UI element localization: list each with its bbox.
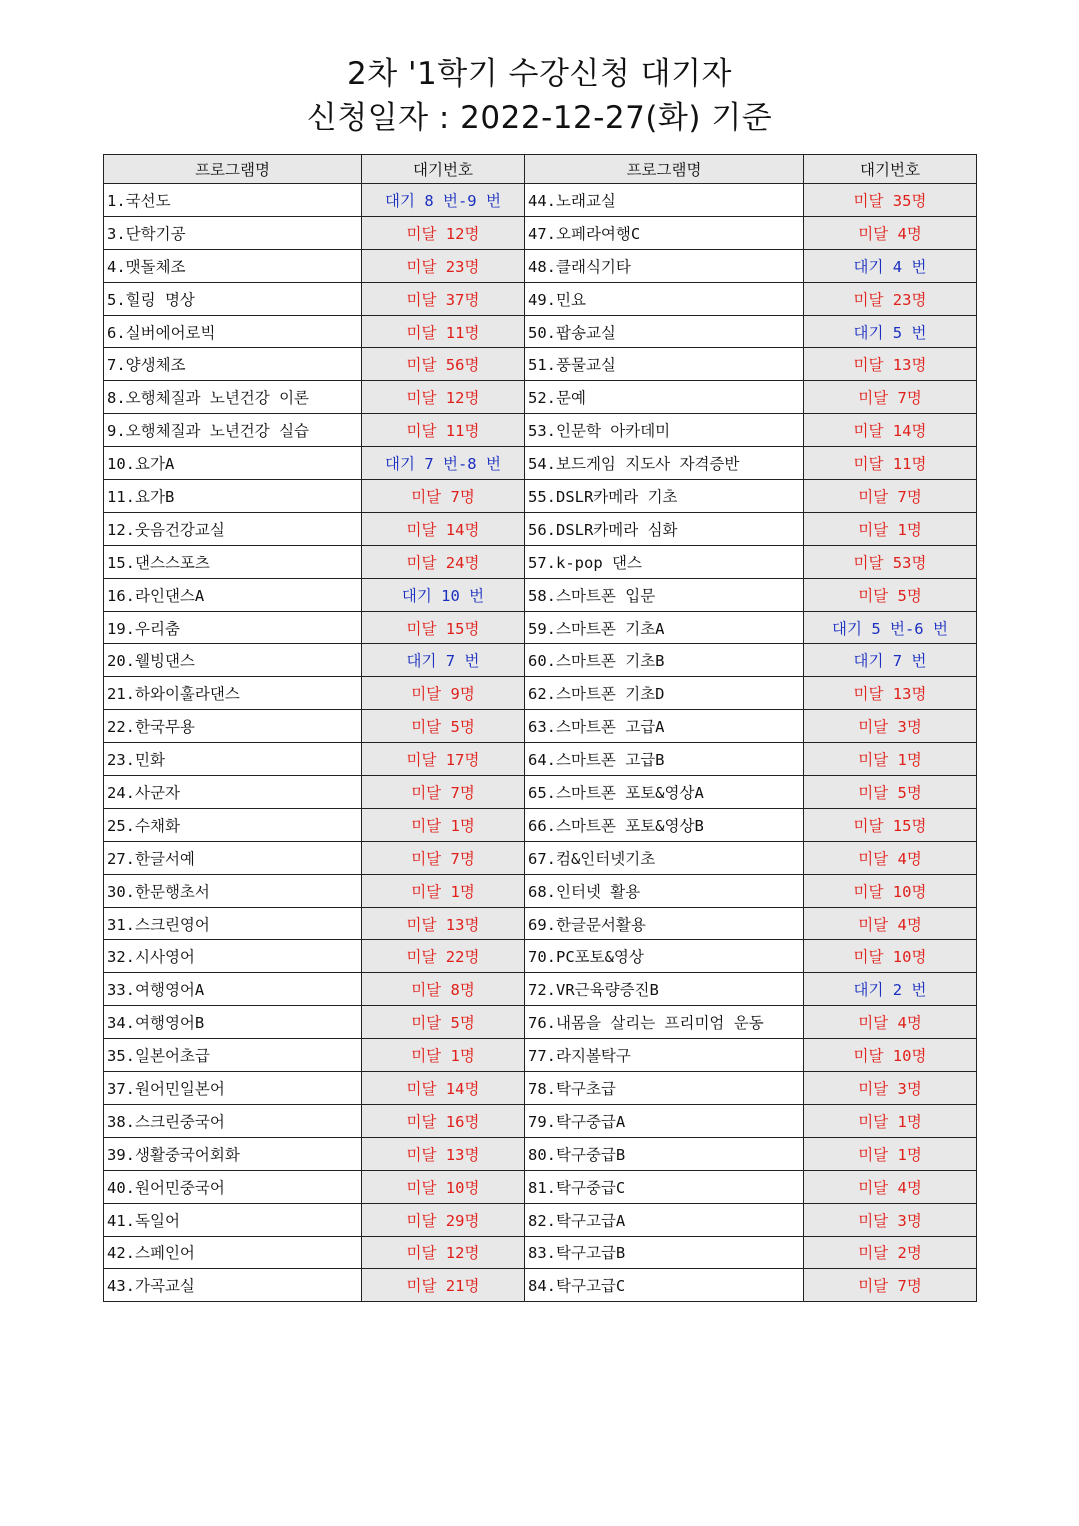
wait-status-right: 미달 4명 <box>804 216 977 249</box>
wait-status-right: 미달 1명 <box>804 512 977 545</box>
wait-status-right: 미달 3명 <box>804 710 977 743</box>
program-name-right: 70.PC포토&영상 <box>525 940 804 973</box>
table-row <box>104 776 977 809</box>
table-body <box>104 184 977 1302</box>
program-name-left: 11.요가B <box>104 480 362 513</box>
program-name-left: 35.일본어초급 <box>104 1039 362 1072</box>
program-name-left: 24.사군자 <box>104 776 362 809</box>
program-name-left: 30.한문행초서 <box>104 874 362 907</box>
wait-status-left: 미달 24명 <box>362 545 525 578</box>
program-name-right: 51.풍물교실 <box>525 348 804 381</box>
program-name-right: 63.스마트폰 고급A <box>525 710 804 743</box>
wait-status-left: 미달 13명 <box>362 907 525 940</box>
wait-status-right: 미달 53명 <box>804 545 977 578</box>
table-row <box>104 216 977 249</box>
program-name-left: 4.맷돌체조 <box>104 249 362 282</box>
wait-status-left: 미달 1명 <box>362 808 525 841</box>
program-name-right: 77.라지볼탁구 <box>525 1039 804 1072</box>
table-row <box>104 808 977 841</box>
table-row <box>104 940 977 973</box>
wait-status-right: 대기 2 번 <box>804 973 977 1006</box>
program-name-left: 27.한글서예 <box>104 841 362 874</box>
program-name-right: 72.VR근육량증진B <box>525 973 804 1006</box>
table-row <box>104 874 977 907</box>
table-row <box>104 710 977 743</box>
program-name-right: 60.스마트폰 기초B <box>525 644 804 677</box>
header-wait-number: 대기번호 <box>362 155 525 184</box>
wait-status-left: 미달 22명 <box>362 940 525 973</box>
program-name-left: 43.가곡교실 <box>104 1269 362 1302</box>
table-row <box>104 1039 977 1072</box>
wait-status-left: 미달 7명 <box>362 776 525 809</box>
wait-status-right: 미달 2명 <box>804 1236 977 1269</box>
program-name-left: 39.생활중국어회화 <box>104 1137 362 1170</box>
program-name-left: 25.수채화 <box>104 808 362 841</box>
wait-status-left: 미달 14명 <box>362 512 525 545</box>
program-name-right: 76.내몸을 살리는 프리미엄 운동 <box>525 1006 804 1039</box>
program-name-right: 53.인문학 아카데미 <box>525 414 804 447</box>
program-name-left: 20.웰빙댄스 <box>104 644 362 677</box>
table-row <box>104 841 977 874</box>
wait-status-left: 미달 1명 <box>362 1039 525 1072</box>
table-row <box>104 644 977 677</box>
page-subtitle-date: 신청일자 : 2022-12-27(화) 기준 <box>306 100 773 136</box>
table-row <box>104 1203 977 1236</box>
wait-status-right: 미달 4명 <box>804 1006 977 1039</box>
wait-status-left: 미달 15명 <box>362 611 525 644</box>
wait-status-right: 미달 7명 <box>804 381 977 414</box>
table-header-row <box>104 155 977 184</box>
program-name-left: 8.오행체질과 노년건강 이론 <box>104 381 362 414</box>
wait-status-right: 미달 35명 <box>804 184 977 217</box>
program-name-left: 12.웃음건강교실 <box>104 512 362 545</box>
table-row <box>104 545 977 578</box>
program-name-right: 55.DSLR카메라 기초 <box>525 480 804 513</box>
program-name-right: 83.탁구고급B <box>525 1236 804 1269</box>
wait-status-right: 미달 4명 <box>804 1170 977 1203</box>
header-wait-number-right: 대기번호 <box>804 155 977 184</box>
table-row <box>104 184 977 217</box>
table-row <box>104 348 977 381</box>
wait-status-left: 대기 8 번-9 번 <box>362 184 525 217</box>
program-name-left: 34.여행영어B <box>104 1006 362 1039</box>
program-name-right: 78.탁구초급 <box>525 1072 804 1105</box>
wait-status-left: 미달 14명 <box>362 1072 525 1105</box>
wait-status-right: 미달 13명 <box>804 348 977 381</box>
table-row <box>104 1269 977 1302</box>
program-name-left: 15.댄스스포츠 <box>104 545 362 578</box>
wait-status-right: 미달 7명 <box>804 1269 977 1302</box>
program-name-left: 41.독일어 <box>104 1203 362 1236</box>
wait-status-left: 미달 16명 <box>362 1104 525 1137</box>
program-name-right: 68.인터넷 활용 <box>525 874 804 907</box>
table-row <box>104 677 977 710</box>
wait-status-right: 대기 7 번 <box>804 644 977 677</box>
program-name-left: 23.민화 <box>104 743 362 776</box>
program-name-right: 81.탁구중급C <box>525 1170 804 1203</box>
table-row <box>104 743 977 776</box>
wait-status-right: 미달 5명 <box>804 578 977 611</box>
table-row <box>104 249 977 282</box>
wait-status-left: 미달 8명 <box>362 973 525 1006</box>
wait-status-left: 미달 5명 <box>362 710 525 743</box>
wait-status-left: 미달 12명 <box>362 216 525 249</box>
wait-status-right: 미달 13명 <box>804 677 977 710</box>
program-name-right: 64.스마트폰 고급B <box>525 743 804 776</box>
program-name-left: 9.오행체질과 노년건강 실습 <box>104 414 362 447</box>
program-name-right: 79.탁구중급A <box>525 1104 804 1137</box>
wait-status-right: 미달 3명 <box>804 1072 977 1105</box>
wait-status-left: 미달 11명 <box>362 315 525 348</box>
table-row <box>104 973 977 1006</box>
program-name-left: 1.국선도 <box>104 184 362 217</box>
table-row <box>104 414 977 447</box>
wait-status-right: 미달 1명 <box>804 743 977 776</box>
program-name-right: 84.탁구고급C <box>525 1269 804 1302</box>
table-row <box>104 315 977 348</box>
program-name-left: 6.실버에어로빅 <box>104 315 362 348</box>
table-row <box>104 578 977 611</box>
header-program-name: 프로그램명 <box>104 155 362 184</box>
program-name-left: 32.시사영어 <box>104 940 362 973</box>
wait-status-left: 미달 5명 <box>362 1006 525 1039</box>
table-row <box>104 512 977 545</box>
program-name-right: 54.보드게임 지도사 자격증반 <box>525 447 804 480</box>
program-name-right: 50.팝송교실 <box>525 315 804 348</box>
wait-status-right: 미달 3명 <box>804 1203 977 1236</box>
program-name-right: 82.탁구고급A <box>525 1203 804 1236</box>
wait-status-right: 미달 1명 <box>804 1104 977 1137</box>
program-name-left: 40.원어민중국어 <box>104 1170 362 1203</box>
table-row <box>104 480 977 513</box>
wait-status-right: 미달 1명 <box>804 1137 977 1170</box>
table-row <box>104 1006 977 1039</box>
program-name-left: 7.양생체조 <box>104 348 362 381</box>
wait-status-left: 미달 7명 <box>362 841 525 874</box>
wait-status-left: 미달 56명 <box>362 348 525 381</box>
wait-status-left: 미달 17명 <box>362 743 525 776</box>
wait-status-left: 미달 11명 <box>362 414 525 447</box>
table-row <box>104 611 977 644</box>
wait-status-right: 미달 23명 <box>804 282 977 315</box>
program-name-right: 56.DSLR카메라 심화 <box>525 512 804 545</box>
wait-status-left: 미달 12명 <box>362 1236 525 1269</box>
table-row <box>104 1236 977 1269</box>
waitlist-table <box>103 154 977 1302</box>
wait-status-right: 미달 5명 <box>804 776 977 809</box>
program-name-left: 3.단학기공 <box>104 216 362 249</box>
header-program-name-right: 프로그램명 <box>525 155 804 184</box>
wait-status-left: 미달 12명 <box>362 381 525 414</box>
program-name-left: 21.하와이훌라댄스 <box>104 677 362 710</box>
program-name-right: 62.스마트폰 기초D <box>525 677 804 710</box>
program-name-right: 57.k-pop 댄스 <box>525 545 804 578</box>
wait-status-right: 미달 4명 <box>804 841 977 874</box>
program-name-left: 37.원어민일본어 <box>104 1072 362 1105</box>
wait-status-left: 대기 10 번 <box>362 578 525 611</box>
program-name-right: 49.민요 <box>525 282 804 315</box>
program-name-left: 19.우리춤 <box>104 611 362 644</box>
wait-status-right: 미달 7명 <box>804 480 977 513</box>
program-name-right: 52.문예 <box>525 381 804 414</box>
table-row <box>104 447 977 480</box>
program-name-right: 48.클래식기타 <box>525 249 804 282</box>
wait-status-left: 미달 7명 <box>362 480 525 513</box>
wait-status-left: 미달 13명 <box>362 1137 525 1170</box>
program-name-right: 67.컴&인터넷기초 <box>525 841 804 874</box>
program-name-right: 69.한글문서활용 <box>525 907 804 940</box>
wait-status-left: 미달 23명 <box>362 249 525 282</box>
program-name-left: 16.라인댄스A <box>104 578 362 611</box>
program-name-right: 44.노래교실 <box>525 184 804 217</box>
table-row <box>104 1170 977 1203</box>
page-title: 2차 '1학기 수강신청 대기자 <box>347 56 732 92</box>
wait-status-right: 미달 10명 <box>804 940 977 973</box>
wait-status-right: 대기 5 번-6 번 <box>804 611 977 644</box>
program-name-left: 31.스크린영어 <box>104 907 362 940</box>
program-name-right: 47.오페라여행C <box>525 216 804 249</box>
wait-status-right: 미달 10명 <box>804 1039 977 1072</box>
table-row <box>104 907 977 940</box>
program-name-left: 5.힐링 명상 <box>104 282 362 315</box>
wait-status-left: 미달 37명 <box>362 282 525 315</box>
wait-status-left: 대기 7 번-8 번 <box>362 447 525 480</box>
wait-status-right: 대기 4 번 <box>804 249 977 282</box>
wait-status-left: 미달 9명 <box>362 677 525 710</box>
wait-status-left: 미달 1명 <box>362 874 525 907</box>
program-name-right: 65.스마트폰 포토&영상A <box>525 776 804 809</box>
table-row <box>104 1104 977 1137</box>
wait-status-right: 미달 4명 <box>804 907 977 940</box>
program-name-left: 22.한국무용 <box>104 710 362 743</box>
program-name-right: 59.스마트폰 기초A <box>525 611 804 644</box>
wait-status-right: 미달 11명 <box>804 447 977 480</box>
wait-status-left: 대기 7 번 <box>362 644 525 677</box>
wait-status-left: 미달 21명 <box>362 1269 525 1302</box>
program-name-right: 58.스마트폰 입문 <box>525 578 804 611</box>
wait-status-right: 미달 15명 <box>804 808 977 841</box>
table-row <box>104 1072 977 1105</box>
wait-status-right: 대기 5 번 <box>804 315 977 348</box>
wait-status-left: 미달 29명 <box>362 1203 525 1236</box>
table-row <box>104 282 977 315</box>
wait-status-right: 미달 10명 <box>804 874 977 907</box>
program-name-left: 42.스페인어 <box>104 1236 362 1269</box>
program-name-right: 80.탁구중급B <box>525 1137 804 1170</box>
table-row <box>104 381 977 414</box>
wait-status-right: 미달 14명 <box>804 414 977 447</box>
program-name-right: 66.스마트폰 포토&영상B <box>525 808 804 841</box>
program-name-left: 33.여행영어A <box>104 973 362 1006</box>
program-name-left: 38.스크린중국어 <box>104 1104 362 1137</box>
program-name-left: 10.요가A <box>104 447 362 480</box>
wait-status-left: 미달 10명 <box>362 1170 525 1203</box>
table-row <box>104 1137 977 1170</box>
